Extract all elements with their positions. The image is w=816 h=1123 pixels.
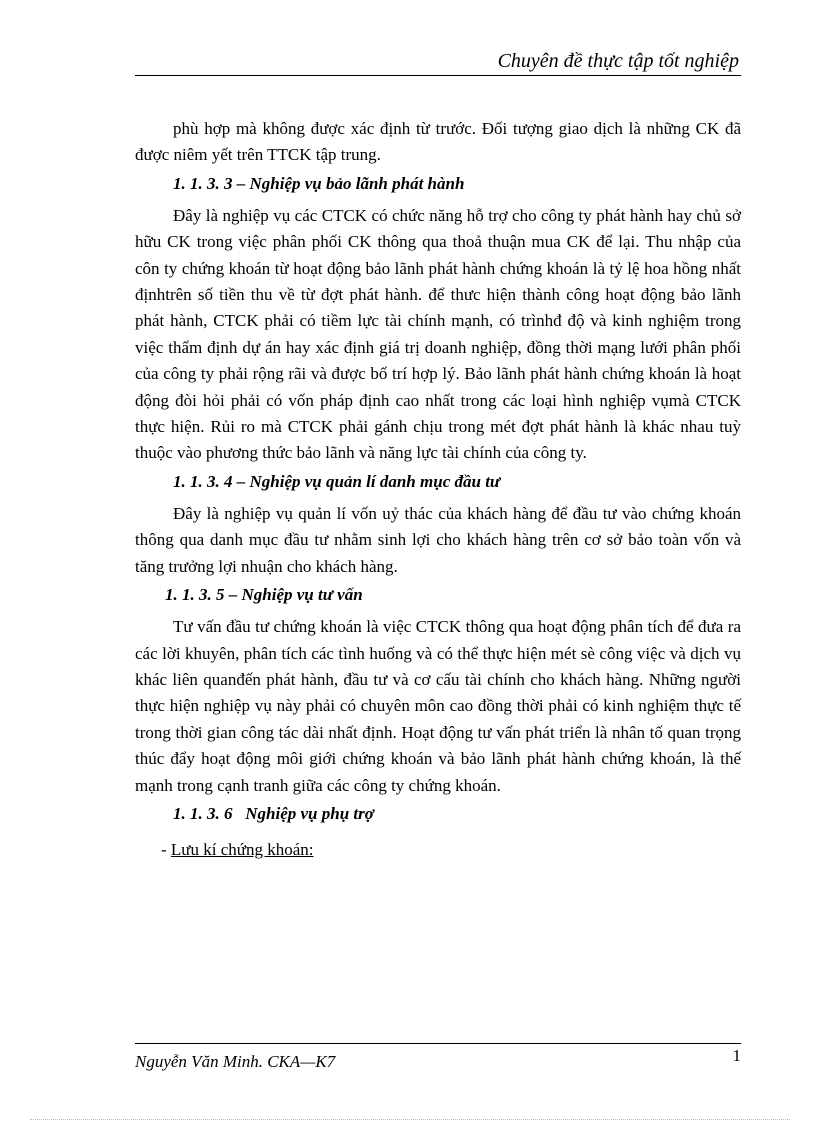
section-heading-1-1-3-5: 1. 1. 3. 5 – Nghiệp vụ tư vấn: [165, 585, 363, 605]
bullet-item: [161, 837, 741, 863]
page-edge-divider: [30, 1119, 790, 1120]
footer-author: Nguyễn Văn Minh. CKA—K7: [135, 1052, 336, 1071]
bullet-dash: -: [161, 839, 171, 859]
page-header: [135, 48, 741, 76]
section-heading-1-1-3-3: 1. 1. 3. 3 – Nghiệp vụ bảo lãnh phát hành: [173, 173, 465, 193]
paragraph-2: Đây là nghiệp vụ các CTCK có chức năng hỗ trợ cho công ty phát hành hay chủ sở hữu CK trong việc phân phối CK thông qua thoả thuận mua CK để lại. Thu nhập của côn ty chứng khoán từ hoạt động bảo lãnh phát hành chứng khoán là tỷ lệ hoa hồng nhất địnhtrên số tiền thu về từ đợt phát hành. để thưc hiện thành công hoạt động bảo lãnh phát hành, CTCK phải có tiềm lực tài chính mạnh, có trìnhđ độ và kinh nghiệm trong việc thẩm định dự án hay xác định giá trị doanh nghiệp, đồng thời mạng lưới phân phối của công ty phải rộng rãi và được bố trí hợp lý. Bảo lãnh phát hành chứng khoán là hoạt động đòi hỏi phải có vốn pháp định cao nhất trong các loại hình nghiệp vụmà CTCK thực hiện. Rủi ro mà CTCK phải gánh chịu trong mét đợt phát hành là khác nhau tuỳ thuộc vào phương thức bảo lãnh và năng lực tài chính của công ty.: [135, 205, 741, 463]
header-title: Chuyên đề thực tập tốt nghiệp: [497, 50, 739, 72]
paragraph-1: phù hợp mà không được xác định từ trước. Đối tượng giao dịch là những CK đã được niêm yết trên TTCK tập trung.: [135, 119, 741, 165]
page-footer: [135, 1043, 741, 1074]
section-heading-1-1-3-4: 1. 1. 3. 4 – Nghiệp vụ quản lí danh mục đầu tư: [173, 471, 501, 491]
paragraph-3: Đây là nghiệp vụ quản lí vốn uỷ thác của khách hàng để đầu tư vào chứng khoán thông qua danh mục đầu tư nhằm sinh lợi cho khách hàng trên cơ sở bảo toàn vốn và tăng trưởng lợi nhuận cho khách hàng.: [135, 503, 741, 576]
section-heading-1-1-3-6: 1. 1. 3. 6 Nghiệp vụ phụ trợ: [173, 803, 374, 823]
page-number: 1: [732, 1046, 741, 1065]
paragraph-4: Tư vấn đầu tư chứng khoán là việc CTCK thông qua hoạt động phân tích để đưa ra các lời khuyên, phân tích các tình huống và có thể thực hiện mét sè công việc và dịch vụ khác liên quanđến phát hành, đầu tư và cơ cấu tài chính cho khách hàng. Những người thực hiện nghiệp vụ này phải có chuyên môn cao đồng thời phải có kinh nghiệm thực tế trong thời gian công tác dài nhất định. Hoạt động tư vấn phát triển là nhân tố quan trọng thúc đẩy hoạt động môi giới chứng khoán và bảo lãnh phát hành chứng khoán, là thế mạnh trong cạnh tranh giữa các công ty chứng khoán.: [135, 617, 741, 795]
page-content: [135, 116, 741, 863]
bullet-label: Lưu kí chứng khoán:: [170, 839, 314, 859]
